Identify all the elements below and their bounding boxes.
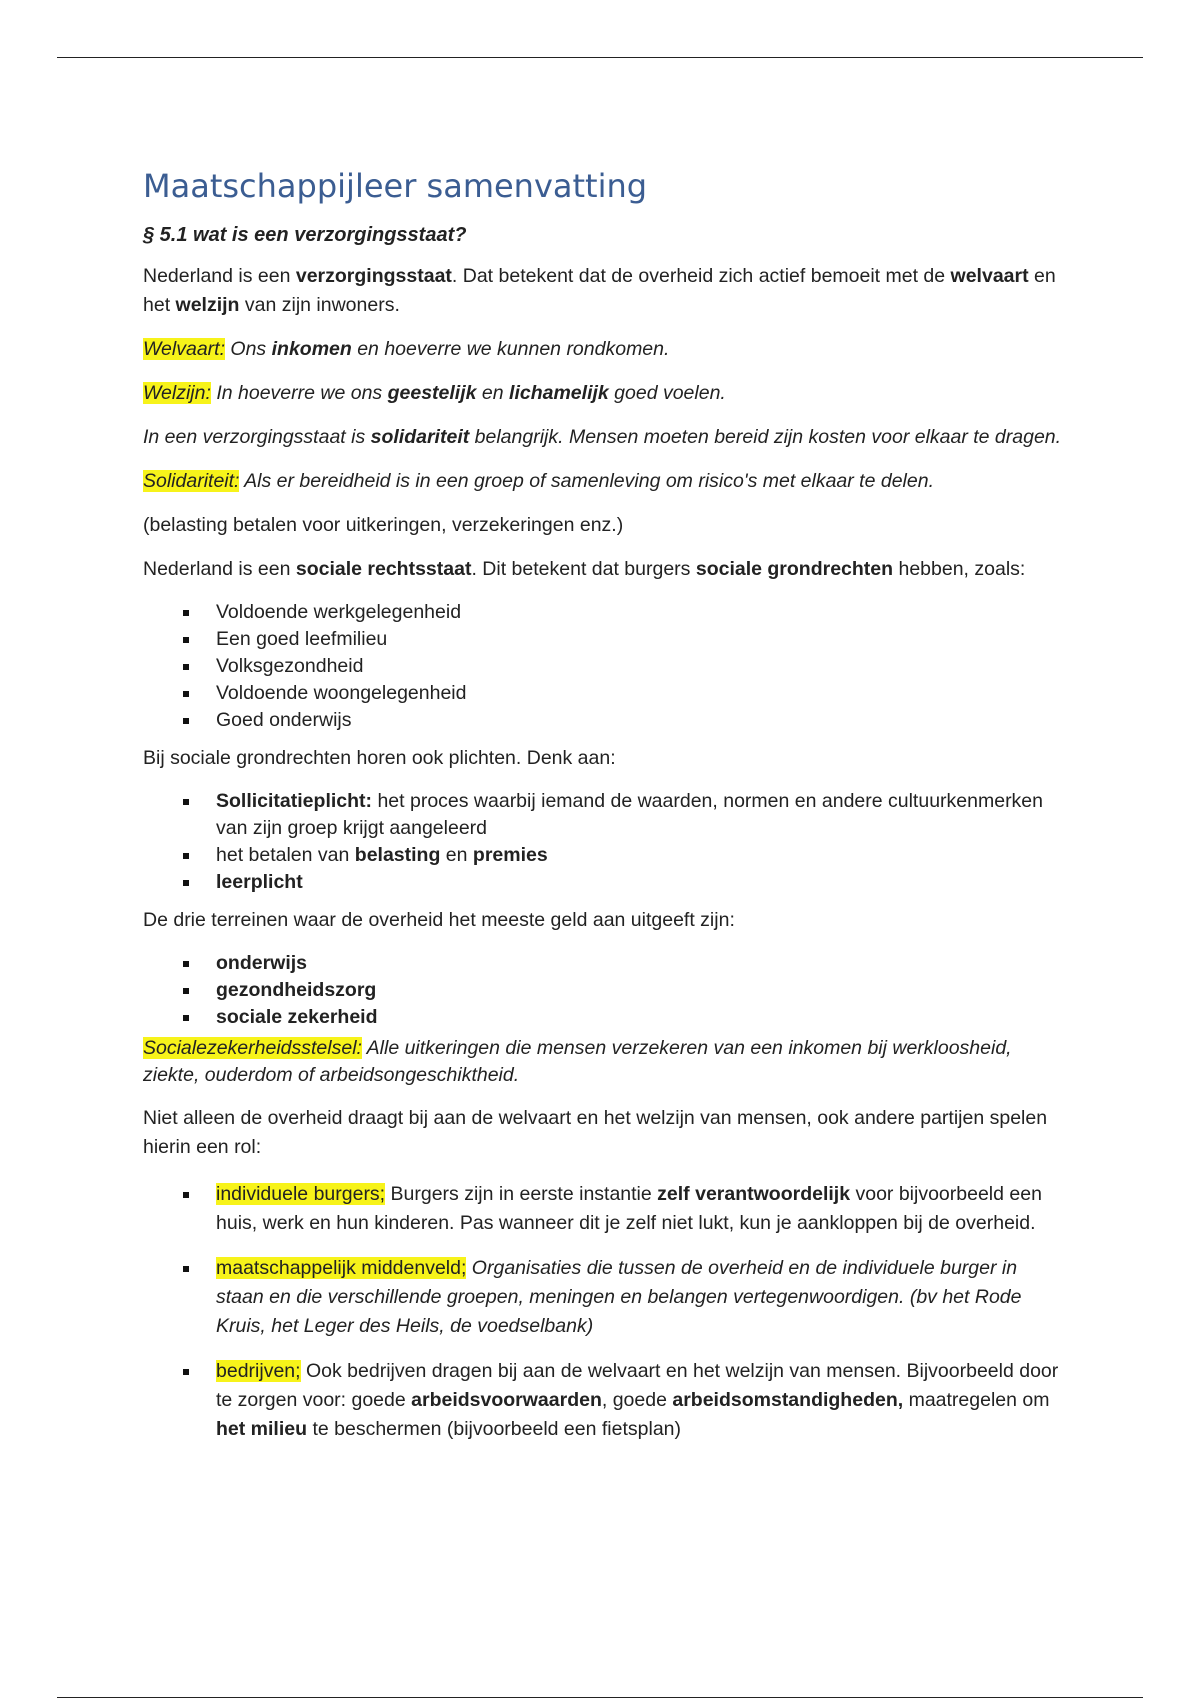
list-item: Volksgezondheid bbox=[143, 653, 1063, 680]
paragraph-verzorgingsstaat: Nederland is een verzorgingsstaat. Dat betekent dat de overheid zich actief bemoeit met de welvaart en het welzijn van zijn inwoners. bbox=[143, 265, 1056, 316]
partijen-intro: Niet alleen de overheid draagt bij aan de welvaart en het welzijn van mensen, ook andere partijen spelen hierin een rol: bbox=[143, 1107, 1048, 1158]
list-item: individuele burgers; Burgers zijn in eerste instantie zelf verantwoordelijk voor bijvoorbeeld een huis, werk en hun kinderen. Pas wanneer dit je zelf niet lukt, kun je aankloppen bij de overheid. bbox=[143, 1180, 1063, 1238]
terreinen-list bbox=[143, 950, 1063, 1031]
highlight-term: Welzijn: bbox=[143, 382, 211, 404]
highlight-term: Welvaart: bbox=[143, 338, 225, 360]
list-item: het betalen van belasting en premies bbox=[143, 842, 1063, 869]
list-item: Voldoende werkgelegenheid bbox=[143, 599, 1063, 626]
definition-socialezekerheid: Socialezekerheidsstelsel: Alle uitkeringen die mensen verzekeren van een inkomen bij werkloosheid, ziekte, ouderdom of arbeidsongeschiktheid. bbox=[143, 1037, 1012, 1086]
highlight-term: bedrijven; bbox=[216, 1360, 301, 1382]
belasting-note: (belasting betalen voor uitkeringen, verzekeringen enz.) bbox=[143, 514, 624, 536]
section-heading: § 5.1 wat is een verzorgingsstaat? bbox=[143, 224, 467, 246]
footer-rule bbox=[57, 1697, 1143, 1698]
grondrechten-list bbox=[143, 599, 1063, 734]
highlight-term: individuele burgers; bbox=[216, 1183, 386, 1205]
list-item: Goed onderwijs bbox=[143, 707, 1063, 734]
list-item: onderwijs bbox=[143, 950, 1063, 977]
header-rule bbox=[57, 57, 1143, 58]
list-item: maatschappelijk middenveld; Organisaties die tussen de overheid en de individuele burger in staan en die verschillende groepen, meningen en belangen vertegenwoordigen. (bv het Rode Kruis, het Leger des Heils, de voedselbank) bbox=[143, 1254, 1063, 1341]
definition-welzijn: Welzijn: In hoeverre we ons geestelijk en lichamelijk goed voelen. bbox=[143, 382, 726, 404]
list-item: Voldoende woongelegenheid bbox=[143, 680, 1063, 707]
list-item: gezondheidszorg bbox=[143, 977, 1063, 1004]
highlight-term: Solidariteit: bbox=[143, 470, 240, 492]
document-page bbox=[143, 165, 1063, 1460]
highlight-term: Socialezekerheidsstelsel: bbox=[143, 1037, 362, 1059]
definition-welvaart: Welvaart: Ons inkomen en hoeverre we kunnen rondkomen. bbox=[143, 338, 670, 360]
paragraph-rechtsstaat: Nederland is een sociale rechtsstaat. Dit betekent dat burgers sociale grondrechten hebben, zoals: bbox=[143, 558, 1026, 580]
document-title: Maatschappijleer samenvatting bbox=[143, 167, 648, 205]
list-item: leerplicht bbox=[143, 869, 1063, 896]
list-item: Sollicitatieplicht: het proces waarbij iemand de waarden, normen en andere cultuurkenmerken van zijn groep krijgt aangeleerd bbox=[143, 788, 1063, 842]
definition-solidariteit: Solidariteit: Als er bereidheid is in een groep of samenleving om risico's met elkaar te delen. bbox=[143, 470, 934, 492]
list-item: Een goed leefmilieu bbox=[143, 626, 1063, 653]
plichten-intro: Bij sociale grondrechten horen ook plichten. Denk aan: bbox=[143, 747, 616, 769]
highlight-term: maatschappelijk middenveld; bbox=[216, 1257, 467, 1279]
partijen-list bbox=[143, 1180, 1063, 1444]
plichten-list bbox=[143, 788, 1063, 896]
list-item: sociale zekerheid bbox=[143, 1004, 1063, 1031]
terreinen-intro: De drie terreinen waar de overheid het meeste geld aan uitgeeft zijn: bbox=[143, 909, 735, 931]
list-item: bedrijven; Ook bedrijven dragen bij aan de welvaart en het welzijn van mensen. Bijvoorbeeld door te zorgen voor: goede arbeidsvoorwaarden, goede arbeidsomstandigheden, maatregelen om het milieu te beschermen (bijvoorbeeld een fietsplan) bbox=[143, 1357, 1063, 1444]
paragraph-solidariteit: In een verzorgingsstaat is solidariteit belangrijk. Mensen moeten bereid zijn kosten voor elkaar te dragen. bbox=[143, 426, 1062, 448]
